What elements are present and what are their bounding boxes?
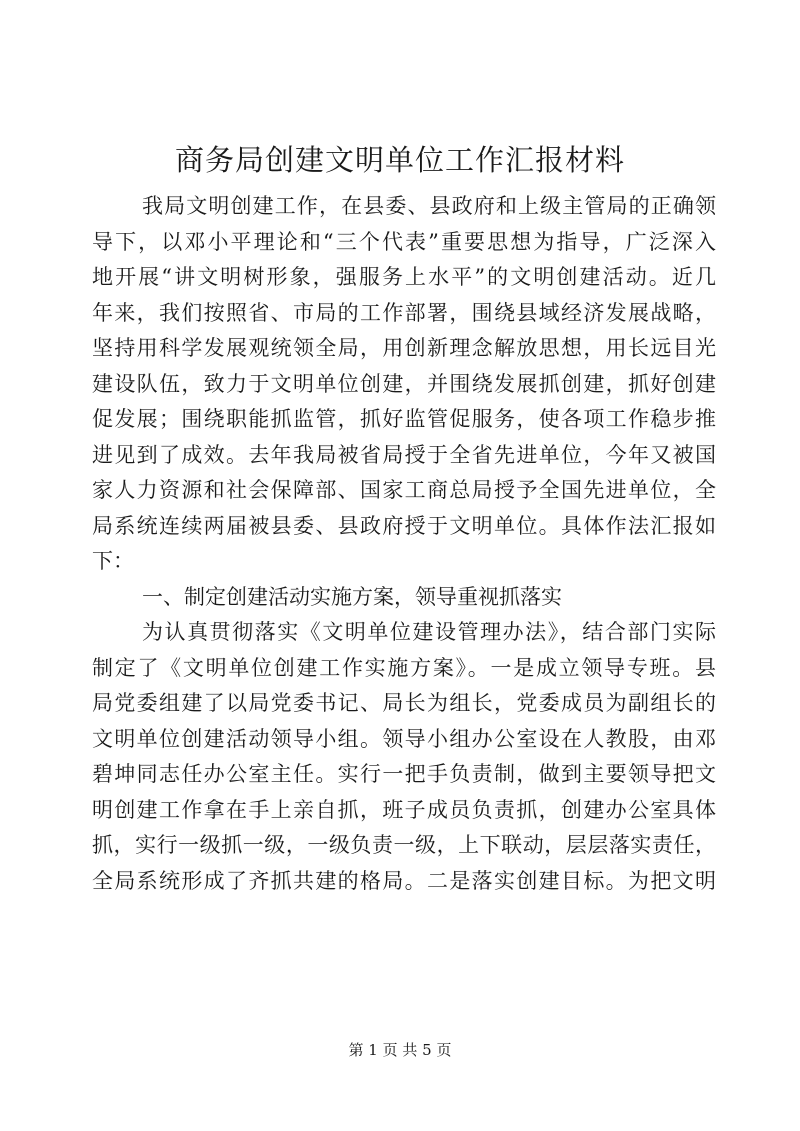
paragraph-line: 为认真贯彻落实《文明单位建设管理办法》，结合部门实际 [142,620,716,644]
paragraph-line: 进见到了成效。去年我局被省局授于全省先进单位，今年又被国 [92,442,716,467]
section-heading: 一、制定创建活动实施方案，领导重视抓落实 [142,584,562,609]
document-body [92,189,716,899]
paragraph-line: 明创建工作拿在手上亲自抓，班子成员负责抓，创建办公室具体 [92,797,716,822]
paragraph-line: 抓，实行一级抓一级，一级负责一级，上下联动，层层落实责任， [92,833,716,857]
paragraph-line: 局系统连续两届被县委、县政府授于文明单位。具体作法汇报如 [92,513,716,538]
paragraph-line: 局党委组建了以局党委书记、局长为组长，党委成员为副组长的 [92,691,716,715]
page-footer: 第 1 页 共 5 页 [348,1041,452,1059]
paragraph-line: 制定了《文明单位创建工作实施方案》。一是成立领导专班。县 [92,655,716,680]
paragraph-line: 我局文明创建工作，在县委、县政府和上级主管局的正确领 [142,194,716,218]
paragraph-line: 文明单位创建活动领导小组。领导小组办公室设在人教股，由邓 [92,726,716,751]
paragraph-line: 建设队伍，致力于文明单位创建，并围绕发展抓创建，抓好创建 [92,371,716,396]
paragraph-line: 导下，以邓小平理论和“三个代表”重要思想为指导，广泛深入 [92,229,716,254]
paragraph-line: 坚持用科学发展观统领全局，用创新理念解放思想，用长远目光 [92,336,716,360]
paragraph-line: 年来，我们按照省、市局的工作部署，围绕县域经济发展战略， [92,300,716,325]
paragraph-line: 全局系统形成了齐抓共建的格局。二是落实创建目标。为把文明 [92,868,716,893]
paragraph-line: 下： [92,549,134,573]
document-title: 商务局创建文明单位工作汇报材料 [174,143,625,177]
paragraph-line: 地开展“讲文明树形象，强服务上水平”的文明创建活动。近几 [92,265,716,289]
paragraph-line: 碧坤同志任办公室主任。实行一把手负责制，做到主要领导把文 [92,762,716,786]
paragraph-line: 家人力资源和社会保障部、国家工商总局授予全国先进单位，全 [92,478,716,502]
paragraph-line: 促发展；围绕职能抓监管，抓好监管促服务，使各项工作稳步推 [92,407,716,431]
